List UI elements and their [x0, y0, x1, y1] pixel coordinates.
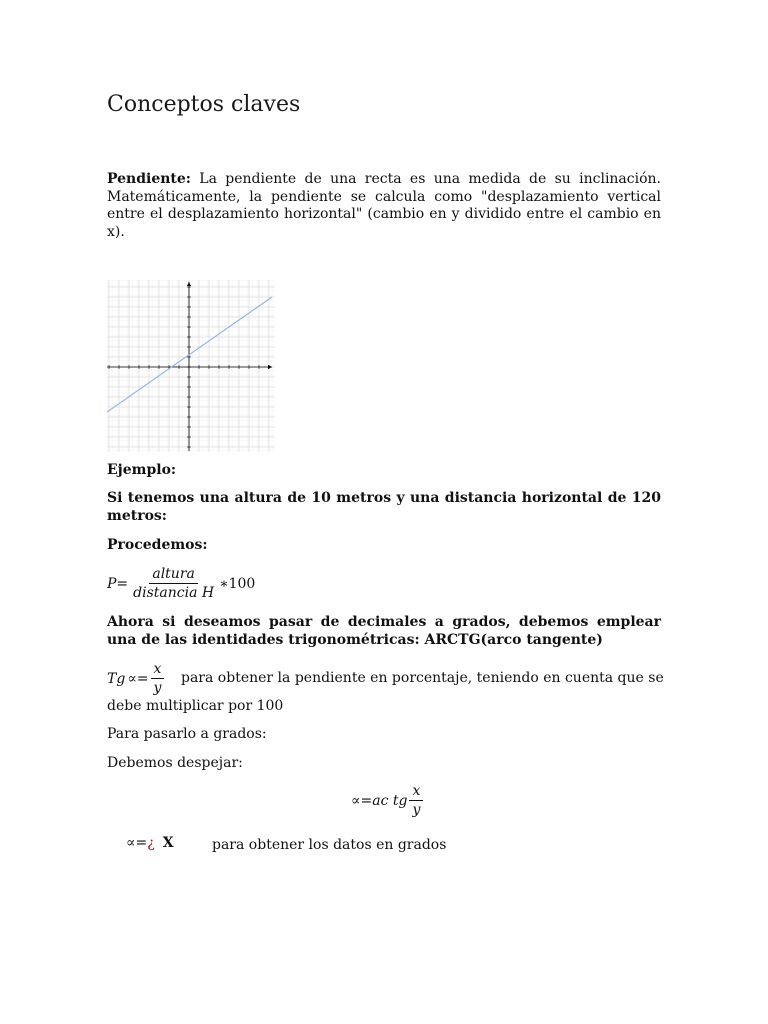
despejar-text: Debemos despejar: — [107, 755, 243, 771]
formula-last-mark: ¿ — [147, 835, 155, 851]
grados-text: Para pasarlo a grados: — [107, 726, 267, 742]
tg-text-2: debe multiplicar por 100 — [107, 698, 284, 714]
pendiente-text: La pendiente de una recta es una medida de su inclinación. Matemáticamente, la pendiente se calcula como "desplazamiento vertical entre el desplazamiento horizontal" (cambio en y dividido entre el cambio en x). — [107, 171, 661, 240]
formula-last — [126, 835, 174, 851]
formula-actg-fraction — [409, 783, 423, 818]
formula-p-numerator: altura — [149, 566, 198, 584]
formula-last-eq: = — [135, 835, 148, 851]
tg-text-1: para obtener la pendiente en porcentaje, teniendo en cuenta que se — [181, 670, 664, 686]
formula-last-alpha: ∝ — [126, 835, 136, 851]
formula-pendiente — [107, 566, 255, 601]
ejemplo-text: Si tenemos una altura de 10 metros y una distancia horizontal de 120 metros: — [107, 490, 661, 524]
pendiente-label: Pendiente: — [107, 171, 191, 187]
formula-actg-denominator: y — [412, 802, 421, 818]
formula-actg-alpha: ∝ — [351, 792, 361, 809]
formula-actg-func: ac tg — [372, 792, 408, 809]
pendiente-paragraph — [107, 171, 661, 241]
formula-tg — [107, 661, 166, 696]
page-title: Conceptos claves — [107, 92, 301, 117]
formula-p-lhs: P — [107, 575, 117, 592]
formula-actg — [351, 783, 425, 818]
formula-tg-denominator: y — [153, 680, 162, 696]
formula-tg-alpha: ∝ — [127, 670, 137, 687]
ahora-text: Ahora si deseamos pasar de decimales a grados, debemos emplear una de las identidades trigonométricas: ARCTG(arco tangente) — [107, 614, 661, 648]
formula-last-x: X — [162, 835, 174, 851]
formula-actg-numerator: x — [409, 783, 423, 801]
slope-graph-image — [107, 280, 275, 452]
formula-p-denominator: distancia H — [133, 585, 215, 601]
procedemos-label: Procedemos: — [107, 537, 208, 553]
formula-tg-lhs: Tg — [107, 670, 126, 687]
formula-tg-fraction — [151, 661, 165, 696]
formula-tg-numerator: x — [151, 661, 165, 679]
formula-p-eq: = — [116, 575, 129, 592]
formula-actg-eq: = — [360, 792, 373, 809]
graph-grid — [107, 280, 275, 452]
ejemplo-label: Ejemplo: — [107, 462, 177, 478]
formula-tg-eq: = — [136, 670, 149, 687]
formula-p-fraction — [130, 566, 217, 601]
last-text: para obtener los datos en grados — [212, 837, 447, 853]
formula-p-times: ∗100 — [219, 575, 256, 592]
